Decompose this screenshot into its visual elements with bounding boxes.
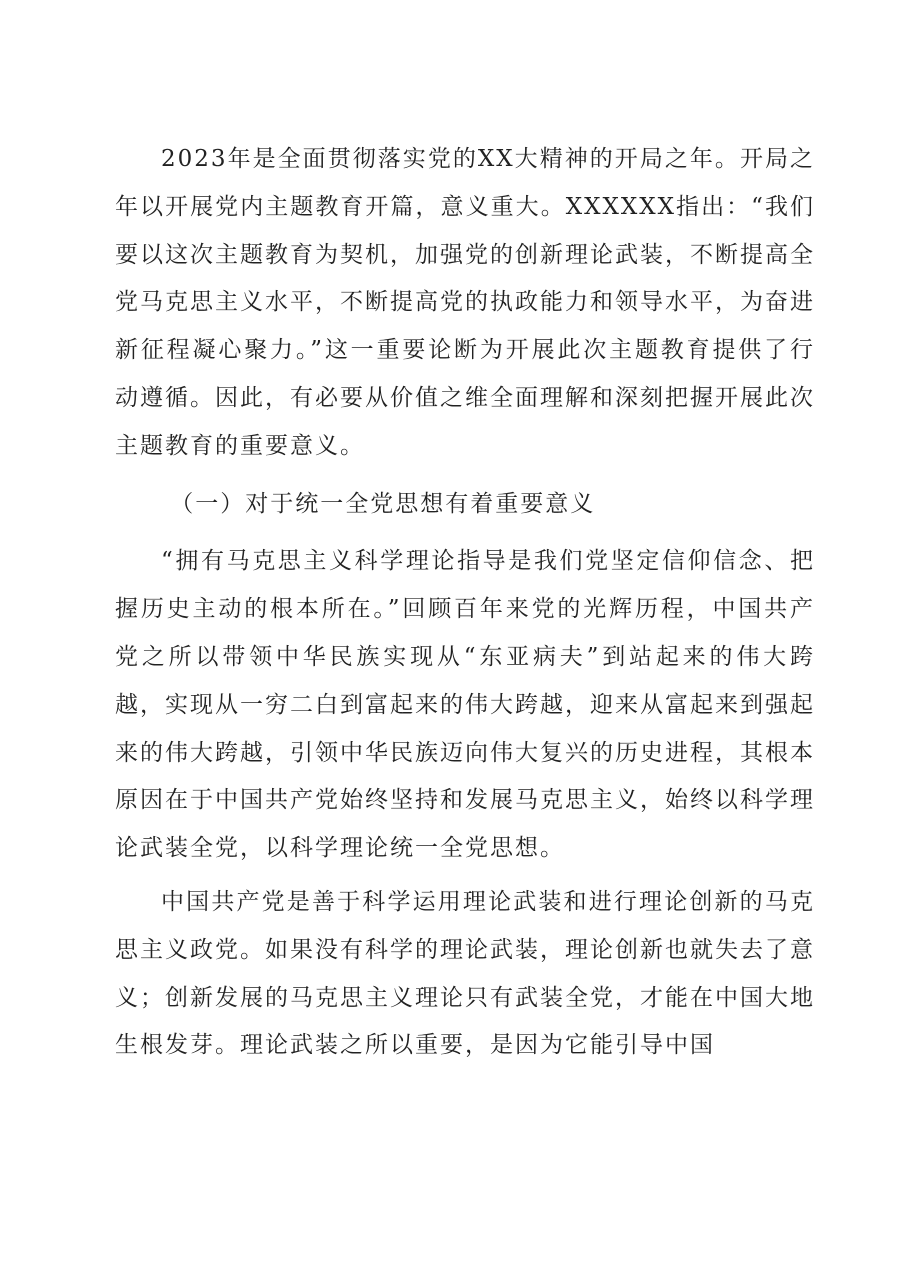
section-heading: （一）对于统一全党思想有着重要意义: [170, 490, 596, 517]
paragraph-spacer: [115, 471, 815, 477]
document-body: [115, 136, 815, 1070]
intro-paragraph: 2023年是全面贯彻落实党的XX大精神的开局之年。开局之年以开展党内主题教育开篇，意义重大。XXXXXX指出：“我们要以这次主题教育为契机，加强党的创新理论武装，不断提高全党马克思主义水平，不断提高党的执政能力和领导水平，为奋进新征程凝心聚力。”这一重要论断为开展此次主题教育提供了行动遵循。因此，有必要从价值之维全面理解和深刻把握开展此次主题教育的重要意义。: [115, 146, 815, 459]
body-paragraph-2: 中国共产党是善于科学运用理论武装和进行理论创新的马克思主义政党。如果没有科学的理论武装，理论创新也就失去了意义；创新发展的马克思主义理论只有武装全党，才能在中国大地生根发芽。理论武装之所以重要，是因为它能引导中国: [115, 888, 815, 1059]
body-paragraph-1: “拥有马克思主义科学理论指导是我们党坚定信仰信念、把握历史主动的根本所在。”回顾百年来党的光辉历程，中国共产党之所以带领中华民族实现从“东亚病夫”到站起来的伟大跨越，实现从一穷二白到富起来的伟大跨越，迎来从富起来到强起来的伟大跨越，引领中华民族迈向伟大复兴的历史进程，其根本原因在于中国共产党始终坚持和发展马克思主义，始终以科学理论武装全党，以科学理论统一全党思想。: [115, 548, 815, 862]
